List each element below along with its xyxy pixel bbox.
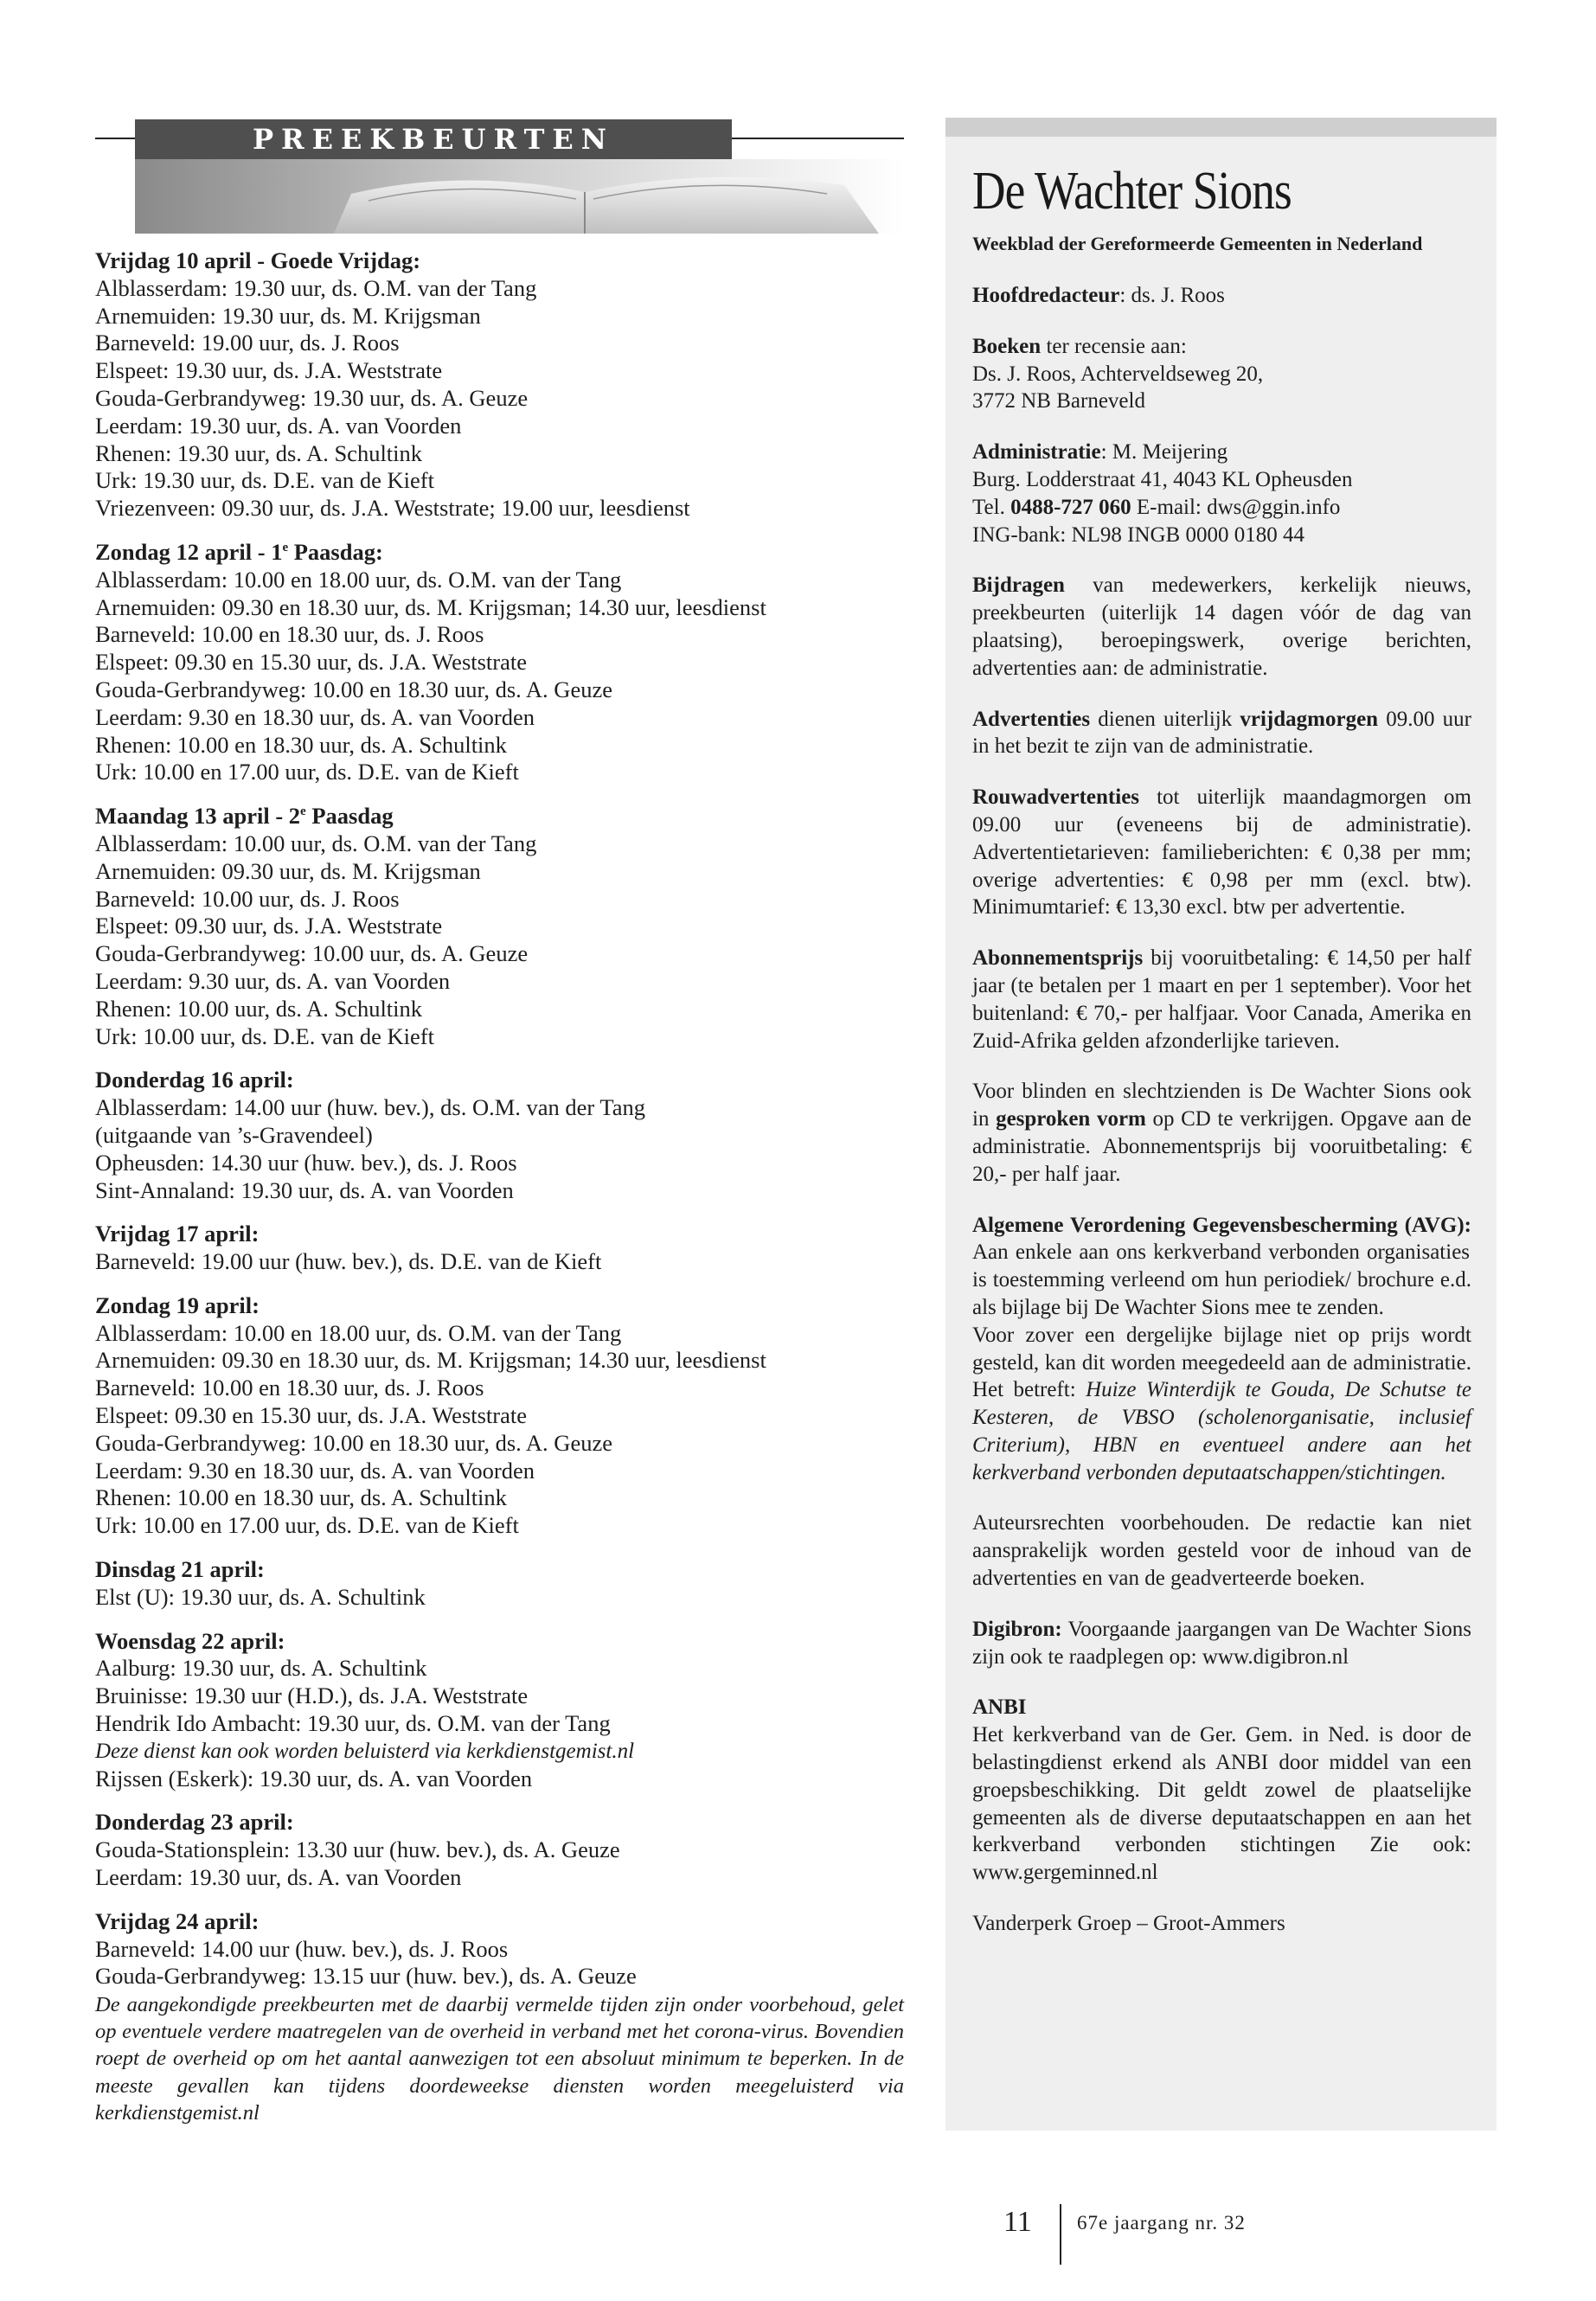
service-line: Arnemuiden: 19.30 uur, ds. M. Krijgsman [95,302,481,329]
service-line: Barneveld: 10.00 uur, ds. J. Roos [95,885,400,912]
service-line: Hendrik Ido Ambacht: 19.30 uur, ds. O.M. van der Tang [95,1710,611,1737]
service-line: Bruinisse: 19.30 uur (H.D.), ds. J.A. Weststrate [95,1682,529,1709]
printer-credit: Vanderperk Groep – Groot-Ammers [972,1912,1285,1936]
service-line: Alblasserdam: 19.30 uur, ds. O.M. van der Tang [95,274,537,301]
schedule-day [95,1556,908,1612]
schedule-day [95,803,908,1050]
digibron-info: Digibron: Voorgaande jaargangen van De Wachter Sions zijn ook te raadplegen op: www.digibron.nl [972,1617,1471,1669]
day-heading: Vrijdag 17 april: [95,1221,260,1247]
service-line: Gouda-Gerbrandyweg: 13.15 uur (huw. bev.), ds. A. Geuze [95,1963,637,1990]
day-heading: Vrijdag 24 april: [95,1907,260,1934]
service-line: Gouda-Stationsplein: 13.30 uur (huw. bev.), ds. A. Geuze [95,1836,620,1863]
schedule-day [95,1908,908,1990]
service-line: Arnemuiden: 09.30 en 18.30 uur, ds. M. Krijgsman; 14.30 uur, leesdienst [95,1347,766,1374]
livestream-note: Deze dienst kan ook worden beluisterd via kerkdienstgemist.nl [95,1739,635,1763]
service-line: Rhenen: 19.30 uur, ds. A. Schultink [95,439,423,466]
service-line: Gouda-Gerbrandyweg: 10.00 uur, ds. A. Geuze [95,940,529,967]
service-line: Alblasserdam: 14.00 uur (huw. bev.), ds. O.M. van der Tang [95,1094,645,1121]
service-line: Barneveld: 19.00 uur, ds. J. Roos [95,330,400,356]
day-heading: Woensdag 22 april: [95,1627,285,1654]
service-line: Alblasserdam: 10.00 en 18.00 uur, ds. O.M. van der Tang [95,1319,622,1346]
magazine-subtitle: Weekblad der Gereformeerde Gemeenten in Nederland [972,233,1423,254]
day-heading: Maandag 13 april - 2e Paasdag [95,803,394,830]
volume-issue: 67e jaargang nr. 32 [1077,2212,1246,2234]
service-line: Opheusden: 14.30 uur (huw. bev.), ds. J. Roos [95,1149,517,1176]
service-line: Barneveld: 10.00 en 18.30 uur, ds. J. Roos [95,621,484,648]
service-line: Elst (U): 19.30 uur, ds. A. Schultink [95,1583,426,1610]
day-heading: Vrijdag 10 april - Goede Vrijdag: [95,247,421,273]
service-line: Gouda-Gerbrandyweg: 10.00 en 18.30 uur, ds. A. Geuze [95,1429,612,1456]
schedule-day [95,539,908,786]
service-line: Urk: 10.00 uur, ds. D.E. van de Kieft [95,1022,434,1049]
service-line: Arnemuiden: 09.30 en 18.30 uur, ds. M. Krijgsman; 14.30 uur, leesdienst [95,593,766,620]
service-line: Rijssen (Eskerk): 19.30 uur, ds. A. van Voorden [95,1765,533,1791]
day-heading: Dinsdag 21 april: [95,1556,265,1583]
service-line: Barneveld: 14.00 uur (huw. bev.), ds. J. Roos [95,1935,509,1962]
day-heading: Zondag 12 april - 1e Paasdag: [95,538,383,565]
service-line: Leerdam: 9.30 uur, ds. A. van Voorden [95,967,451,994]
schedule-day [95,1628,908,1793]
schedule-day [95,1292,908,1540]
service-line: Gouda-Gerbrandyweg: 19.30 uur, ds. A. Geuze [95,384,529,411]
schedule-day [95,247,908,522]
service-line: Rhenen: 10.00 en 18.30 uur, ds. A. Schultink [95,1484,507,1511]
service-line: Urk: 10.00 en 17.00 uur, ds. D.E. van de Kieft [95,1512,519,1539]
service-line: Barneveld: 19.00 uur (huw. bev.), ds. D.E. van de Kieft [95,1248,602,1275]
anbi-info: ANBI Het kerkverband van de Ger. Gem. in Ned. is door de belastingdienst erkend als ANBI door middel van een groepsbeschikking. Dit geldt zowel de plaatselijke gemeenten als de diverse deputaatschappen en aan het kerkverband verbonden stichtingen Zie ook: www.gergeminned.nl [972,1695,1471,1885]
subscription-price: Abonnementsprijs bij vooruitbetaling: € 14,50 per half jaar (te betalen per 1 maart en per 1 september). Voor het buitenland: € 70,- per halfjaar. Voor Canada, Amerika en Zuid-Afrika gelden afzonderlijke tarieven. [972,946,1471,1053]
masthead-content [972,156,1471,1961]
schedule-day [95,1221,908,1276]
obituary-rates: Rouwadvertenties tot uiterlijk maandagmorgen om 09.00 uur (eveneens bij de administratie). Advertentietarieven: familieberichten: € 0,38 per mm; overige advertenties: € 0,98 per mm (excl. btw). Minimumtarief: € 13,30 excl. btw per advertentie. [972,785,1471,920]
masthead-top-bar [945,118,1497,137]
schedule-list [95,247,908,2007]
open-book-image [135,159,904,234]
service-line: Leerdam: 19.30 uur, ds. A. van Voorden [95,1864,462,1891]
service-line: Elspeet: 09.30 en 15.30 uur, ds. J.A. Weststrate [95,649,528,676]
service-line: Elspeet: 09.30 en 15.30 uur, ds. J.A. Weststrate [95,1402,528,1429]
service-line: Alblasserdam: 10.00 uur, ds. O.M. van der Tang [95,830,537,856]
service-line: Urk: 19.30 uur, ds. D.E. van de Kieft [95,467,434,494]
service-line: Gouda-Gerbrandyweg: 10.00 en 18.30 uur, ds. A. Geuze [95,676,612,702]
service-line: Alblasserdam: 10.00 en 18.00 uur, ds. O.M. van der Tang [95,566,622,593]
service-line: Vriezenveen: 09.30 uur, ds. J.A. Weststrate; 19.00 uur, leesdienst [95,495,690,522]
service-line: Leerdam: 9.30 en 18.30 uur, ds. A. van Voorden [95,1457,535,1484]
service-line: Urk: 10.00 en 17.00 uur, ds. D.E. van de Kieft [95,759,519,785]
schedule-day [95,1809,908,1891]
section-header-band [95,112,904,234]
copyright-notice: Auteursrechten voorbehouden. De redactie kan niet aansprakelijk worden gesteld voor de inhoud van de advertenties en van de geadverteerde boeken. [972,1511,1471,1591]
service-line: Rhenen: 10.00 uur, ds. A. Schultink [95,995,423,1022]
service-line: Aalburg: 19.30 uur, ds. A. Schultink [95,1655,427,1682]
day-heading: Donderdag 23 april: [95,1809,294,1836]
administration-info: Administratie: M. Meijering Burg. Lodderstraat 41, 4043 KL Opheusden Tel. 0488-727 060 E-mail: dws@ggin.info ING-bank: NL98 INGB 0000 0180 44 [972,440,1353,547]
service-line: Leerdam: 9.30 en 18.30 uur, ds. A. van Voorden [95,703,535,730]
books-info: Boeken ter recensie aan: Ds. J. Roos, Achterveldseweg 20, 3772 NB Barneveld [972,334,1264,413]
service-line: Leerdam: 19.30 uur, ds. A. van Voorden [95,412,462,439]
page-number: 11 [1003,2206,1032,2238]
editor-info: Hoofdredacteur: ds. J. Roos [972,284,1225,307]
service-line: Elspeet: 09.30 uur, ds. J.A. Weststrate [95,913,443,939]
service-line: Elspeet: 19.30 uur, ds. J.A. Weststrate [95,357,443,384]
day-heading: Donderdag 16 april: [95,1067,294,1093]
service-line: Arnemuiden: 09.30 uur, ds. M. Krijgsman [95,857,481,884]
service-line: Sint-Annaland: 19.30 uur, ds. A. van Voorden [95,1176,514,1203]
footer-divider [1060,2204,1061,2265]
audio-edition-info: Voor blinden en slechtzienden is De Wachter Sions ook in gesproken vorm op CD te verkrijgen. Opgave aan de administratie. Abonnementsprijs bij vooruitbetaling: € 20,- per half jaar. [972,1080,1471,1186]
advertising-deadline: Advertenties dienen uiterlijk vrijdagmorgen 09.00 uur in het bezit te zijn van de administratie. [972,707,1471,759]
gdpr-info: Algemene Verordening Gegevensbescherming (AVG): Aan enkele aan ons kerkverband verbonden organisaties is toestemming verleend om hun periodiek/ brochure e.d. als bijlage bij De Wachter Sions mee te zenden. Voor zover een dergelijke bijlage niet op prijs wordt gesteld, kan dit worden meegedeeld aan de administratie. Het betreft: Huize Winterdijk te Gouda, De Schutse te Kesteren, de VBSO (scholenorganisatie, inclusief Criterium), HBN en eventueel andere aan het kerkverband verbonden deputaatschappen/stichtingen. [972,1213,1471,1484]
service-line: (uitgaande van ’s-Gravendeel) [95,1121,373,1148]
magazine-title: De Wachter Sions [972,162,1292,221]
contributions-info: Bijdragen van medewerkers, kerkelijk nieuws, preekbeurten (uiterlijk 14 dagen vóór de dag van plaatsing), beroepingswerk, overige berichten, advertenties aan: de administratie. [972,574,1471,680]
schedule-day [95,1067,908,1204]
section-title: PREEKBEURTEN [135,119,732,159]
service-line: Rhenen: 10.00 en 18.30 uur, ds. A. Schultink [95,731,507,758]
day-heading: Zondag 19 april: [95,1292,260,1318]
disclaimer-text: De aangekondigde preekbeurten met de daarbij vermelde tijden zijn onder voorbehoud, gelet op eventuele verdere maatregelen van de overheid in verband met het corona-virus. Bovendien roept de overheid op om het aantal aanwezigen tot een absoluut minimum te beperken. In de meeste gevallen kan tijdens doordeweekse diensten worden meegeluisterd via kerkdienstgemist.nl [95,1993,904,2125]
service-line: Barneveld: 10.00 en 18.30 uur, ds. J. Roos [95,1375,484,1401]
